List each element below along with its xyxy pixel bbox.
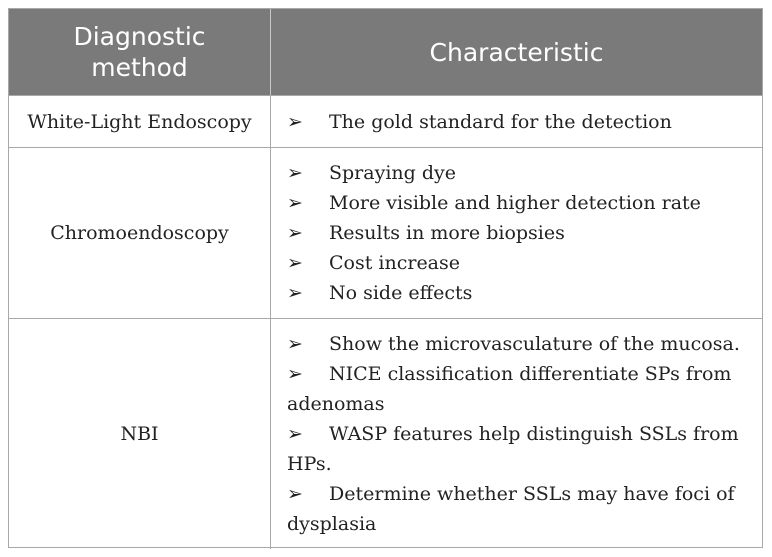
- method-label: NBI: [120, 423, 159, 445]
- characteristic-list: [271, 107, 762, 137]
- characteristic-cell: [270, 319, 762, 549]
- bullet-arrow-icon: ➢: [287, 282, 303, 304]
- bullet-arrow-icon: ➢: [287, 192, 303, 214]
- header-characteristic-label: Characteristic: [429, 37, 604, 67]
- list-item: ➢ Cost increase: [287, 248, 748, 278]
- list-item: ➢ WASP features help distinguish SSLs from HPs.: [287, 419, 748, 479]
- list-item: ➢ NICE classification differentiate SPs from adenomas: [287, 359, 748, 419]
- bullet-arrow-icon: ➢: [287, 423, 303, 445]
- bullet-arrow-icon: ➢: [287, 252, 303, 274]
- table-header-row: [9, 9, 762, 95]
- list-item: ➢ Determine whether SSLs may have foci of dysplasia: [287, 479, 748, 539]
- list-item: ➢ The gold standard for the detection: [287, 107, 748, 137]
- bullet-arrow-icon: ➢: [287, 363, 303, 385]
- table-row: [9, 147, 762, 318]
- bullet-arrow-icon: ➢: [287, 162, 303, 184]
- method-cell: [9, 148, 270, 318]
- method-cell: [9, 96, 270, 147]
- header-method-label: Diagnostic method: [73, 22, 206, 82]
- diagnostic-methods-table: [8, 8, 763, 548]
- characteristic-cell: [270, 148, 762, 318]
- bullet-arrow-icon: ➢: [287, 222, 303, 244]
- bullet-arrow-icon: ➢: [287, 333, 303, 355]
- method-cell: [9, 319, 270, 549]
- bullet-arrow-icon: ➢: [287, 483, 303, 505]
- list-item: ➢ More visible and higher detection rate: [287, 188, 748, 218]
- list-item: ➢ Show the microvasculature of the mucosa.: [287, 329, 748, 359]
- characteristic-list: [271, 158, 762, 308]
- header-cell-characteristic: [270, 9, 762, 95]
- characteristic-list: [271, 329, 762, 539]
- list-item: ➢ Spraying dye: [287, 158, 748, 188]
- list-item: ➢ Results in more biopsies: [287, 218, 748, 248]
- table-row: [9, 95, 762, 147]
- table-row: [9, 318, 762, 549]
- header-cell-method: [9, 9, 270, 95]
- method-label: Chromoendoscopy: [50, 222, 229, 244]
- method-label: White-Light Endoscopy: [27, 110, 252, 133]
- characteristic-cell: [270, 96, 762, 147]
- list-item: ➢ No side effects: [287, 278, 748, 308]
- bullet-arrow-icon: ➢: [287, 110, 303, 133]
